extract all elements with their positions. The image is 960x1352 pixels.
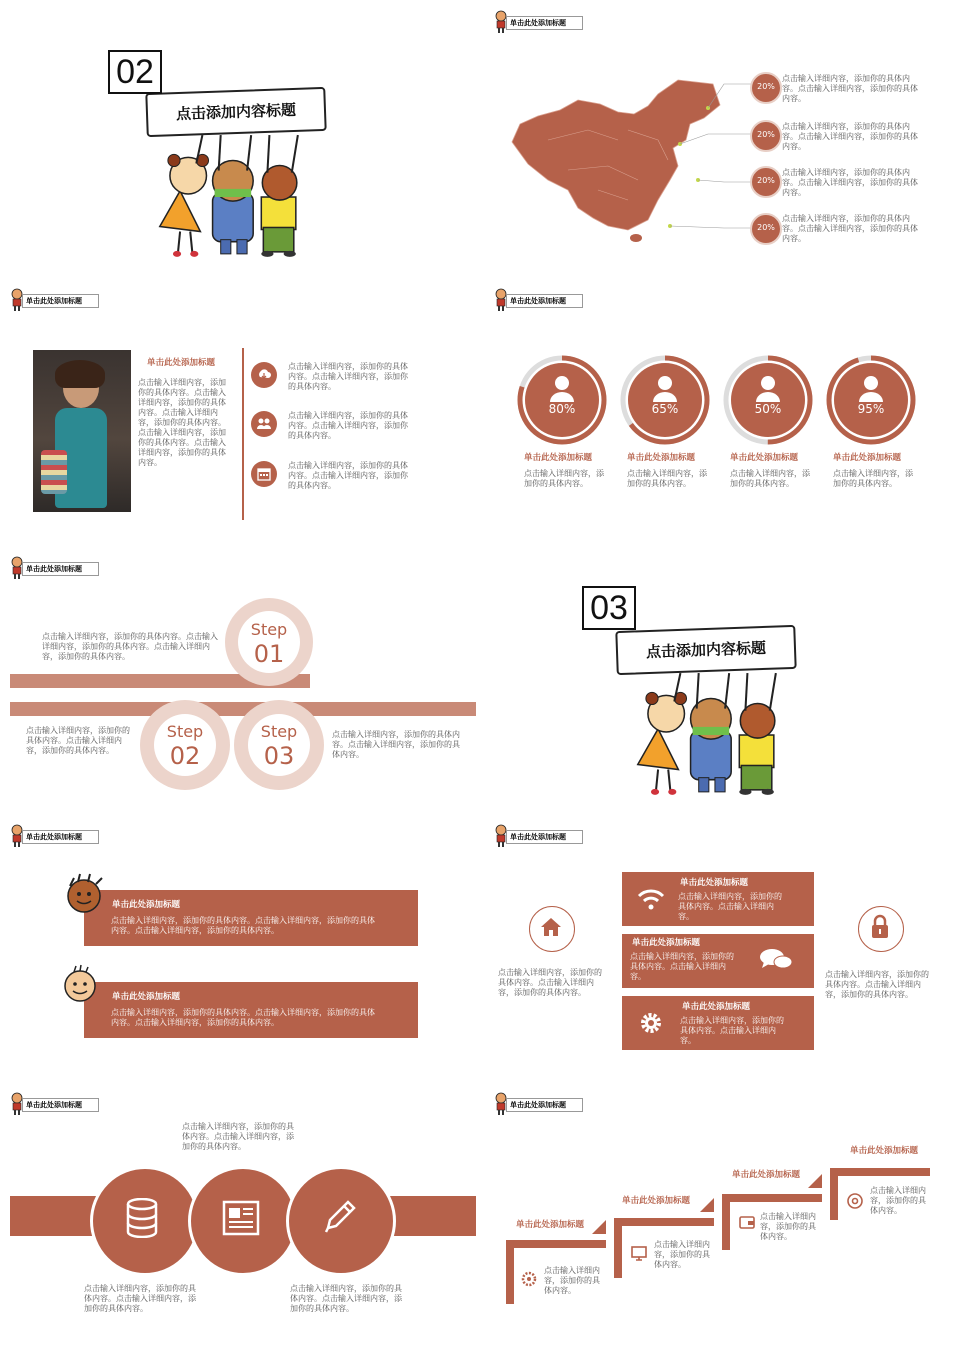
step-text: 点击输入详细内容，添加你的具体内容。点击输入详细内容，添加你的具体内容。: [26, 726, 130, 755]
vertical-divider: [242, 348, 244, 520]
slide-map: [484, 0, 960, 268]
ring-text: 点击输入详细内容，添加你的具体内容。: [730, 469, 810, 488]
list-item-text: 点击输入详细内容，添加你的具体内容。点击输入详细内容，添加你的具体内容。: [288, 362, 408, 391]
card-title: 单击此处添加标题: [632, 938, 701, 948]
slide-logo: [10, 288, 100, 310]
stair-title: 单击此处添加标题: [622, 1196, 691, 1206]
user-icon: [864, 376, 878, 390]
step-word: Step: [260, 722, 298, 741]
logo-label: 单击此处添加标题: [506, 294, 583, 308]
content-body: 点击输入详细内容，添加你的具体内容。点击输入详细内容，添加你的具体内容。点击输入详细内容，添加你的具体内容。点击输入详细内容，添加你的具体内容。点击输入详细内容，添加你的具体内容。: [138, 378, 226, 467]
kids-illustration: [624, 668, 814, 800]
stair-brackets: [484, 1082, 960, 1350]
calendar-icon: [257, 467, 271, 481]
stair-title: 单击此处添加标题: [516, 1220, 585, 1230]
callout-text: 点击输入详细内容，添加你的具体内容。点击输入详细内容，添加你的具体内容。: [782, 168, 918, 197]
bar-text: 点击输入详细内容，添加你的具体内容。点击输入详细内容，添加你的具体内容。点击输入详细内容，添加你的具体内容。: [111, 1008, 375, 1027]
gear-icon: [638, 1010, 664, 1036]
ring-value: 50%: [754, 402, 782, 416]
disc-icon: [846, 1192, 864, 1210]
slide-logo: [494, 824, 584, 846]
section-title: 点击添加内容标题: [645, 638, 767, 662]
slide-section-02: [0, 0, 476, 268]
left-text: 点击输入详细内容，添加你的具体内容。点击输入详细内容，添加你的具体内容。: [498, 968, 602, 997]
stair-text: 点击输入详细内容，添加你的具体内容。: [760, 1212, 816, 1241]
stair-text: 点击输入详细内容，添加你的具体内容。: [870, 1186, 926, 1215]
section-number-box: [582, 586, 636, 630]
monitor-icon: [630, 1244, 648, 1262]
card-title: 单击此处添加标题: [682, 1002, 751, 1012]
slide-cards: [484, 814, 960, 1082]
slide-face-bars: [0, 814, 476, 1082]
progress-ring: [512, 350, 612, 450]
logo-label: 单击此处添加标题: [506, 1098, 583, 1112]
section-number: 03: [590, 589, 628, 627]
ring-text: 点击输入详细内容，添加你的具体内容。: [627, 469, 707, 488]
ring-title: 单击此处添加标题: [627, 453, 696, 463]
section-number-box: [108, 50, 162, 94]
ring-value: 65%: [651, 402, 679, 416]
list-item-text: 点击输入详细内容，添加你的具体内容。点击输入详细内容，添加你的具体内容。: [288, 411, 408, 440]
gears-icon: [520, 1270, 538, 1288]
child-photo: [33, 350, 131, 512]
slide-logo: [10, 556, 100, 578]
step-number: 01: [253, 640, 285, 668]
pencil-icon: [320, 1198, 358, 1236]
card-text: 点击输入详细内容，添加你的具体内容。点击输入详细内容。: [630, 952, 734, 981]
boy-face-icon: [62, 872, 106, 916]
logo-label: 单击此处添加标题: [506, 830, 583, 844]
girl-face-icon: [58, 962, 102, 1006]
right-text: 点击输入详细内容，添加你的具体内容。点击输入详细内容，添加你的具体内容。: [825, 970, 929, 999]
callout-text: 点击输入详细内容，添加你的具体内容。点击输入详细内容，添加你的具体内容。: [782, 214, 918, 243]
wifi-icon: [636, 886, 666, 912]
callout-pct: 20%: [757, 130, 775, 139]
callout-pct: 20%: [757, 82, 775, 91]
progress-ring: [718, 350, 818, 450]
bottom-right-text: 点击输入详细内容，添加你的具体内容。点击输入详细内容，添加你的具体内容。: [290, 1284, 402, 1313]
step-word: Step: [166, 722, 204, 741]
kids-illustration: [146, 130, 336, 262]
step-number: 02: [169, 742, 201, 770]
step-word: Step: [250, 620, 288, 639]
ring-value: 80%: [548, 402, 576, 416]
logo-label: 单击此处添加标题: [506, 16, 583, 30]
progress-ring: [615, 350, 715, 450]
content-heading: 单击此处添加标题: [147, 358, 216, 368]
callout-text: 点击输入详细内容，添加你的具体内容。点击输入详细内容，添加你的具体内容。: [782, 74, 918, 103]
ring-value: 95%: [857, 402, 885, 416]
wallet-icon: [738, 1214, 756, 1230]
bar-title: 单击此处添加标题: [112, 992, 181, 1002]
bar-text: 点击输入详细内容，添加你的具体内容。点击输入详细内容，添加你的具体内容。点击输入详细内容，添加你的具体内容。: [111, 916, 375, 935]
step-text: 点击输入详细内容，添加你的具体内容。点击输入详细内容，添加你的具体内容。: [332, 730, 460, 759]
slide-photo-list: [0, 278, 476, 546]
card-title: 单击此处添加标题: [680, 878, 749, 888]
slide-progress-rings: [484, 278, 960, 546]
database-icon: [124, 1198, 160, 1238]
users-icon: [256, 417, 272, 431]
home-icon: [539, 915, 563, 939]
slide-logo: [10, 1092, 100, 1114]
ring-title: 单击此处添加标题: [524, 453, 593, 463]
list-item-text: 点击输入详细内容，添加你的具体内容。点击输入详细内容，添加你的具体内容。: [288, 461, 408, 490]
bar-title: 单击此处添加标题: [112, 900, 181, 910]
section-title: 点击添加内容标题: [175, 100, 297, 124]
slide-stairs: [484, 1082, 960, 1350]
logo-label: 单击此处添加标题: [22, 830, 99, 844]
chat-icon: [758, 946, 794, 974]
download-icon: [257, 368, 271, 382]
user-icon: [658, 376, 672, 390]
ring-text: 点击输入详细内容，添加你的具体内容。: [833, 469, 913, 488]
card-text: 点击输入详细内容，添加你的具体内容。点击输入详细内容。: [678, 892, 782, 921]
progress-ring: [821, 350, 921, 450]
logo-label: 单击此处添加标题: [22, 294, 99, 308]
callout-text: 点击输入详细内容，添加你的具体内容。点击输入详细内容，添加你的具体内容。: [782, 122, 918, 151]
slide-three-circles: [0, 1082, 476, 1350]
slide-steps: [0, 546, 476, 814]
news-icon: [222, 1200, 260, 1236]
top-text: 点击输入详细内容，添加你的具体内容。点击输入详细内容，添加你的具体内容。: [182, 1122, 294, 1151]
step-number: 03: [263, 742, 295, 770]
step-band-bottom: [10, 702, 476, 716]
callout-pct: 20%: [757, 223, 775, 232]
card-text: 点击输入详细内容，添加你的具体内容。点击输入详细内容。: [680, 1016, 784, 1045]
ring-text: 点击输入详细内容，添加你的具体内容。: [524, 469, 604, 488]
step-text: 点击输入详细内容，添加你的具体内容。点击输入详细内容，添加你的具体内容。点击输入详细内容，添加你的具体内容。: [42, 632, 218, 661]
stair-title: 单击此处添加标题: [732, 1170, 801, 1180]
lock-icon: [870, 914, 890, 940]
bottom-left-text: 点击输入详细内容，添加你的具体内容。点击输入详细内容，添加你的具体内容。: [84, 1284, 196, 1313]
callout-pct: 20%: [757, 176, 775, 185]
user-icon: [555, 376, 569, 390]
logo-label: 单击此处添加标题: [22, 562, 99, 576]
ring-title: 单击此处添加标题: [730, 453, 799, 463]
slide-logo: [10, 824, 100, 846]
stair-text: 点击输入详细内容，添加你的具体内容。: [544, 1266, 600, 1295]
stair-text: 点击输入详细内容，添加你的具体内容。: [654, 1240, 710, 1269]
user-icon: [761, 376, 775, 390]
logo-label: 单击此处添加标题: [22, 1098, 99, 1112]
stair-title: 单击此处添加标题: [850, 1146, 919, 1156]
section-number: 02: [116, 53, 154, 91]
slide-section-03: [484, 546, 960, 814]
slide-logo: [494, 288, 584, 310]
ring-title: 单击此处添加标题: [833, 453, 902, 463]
